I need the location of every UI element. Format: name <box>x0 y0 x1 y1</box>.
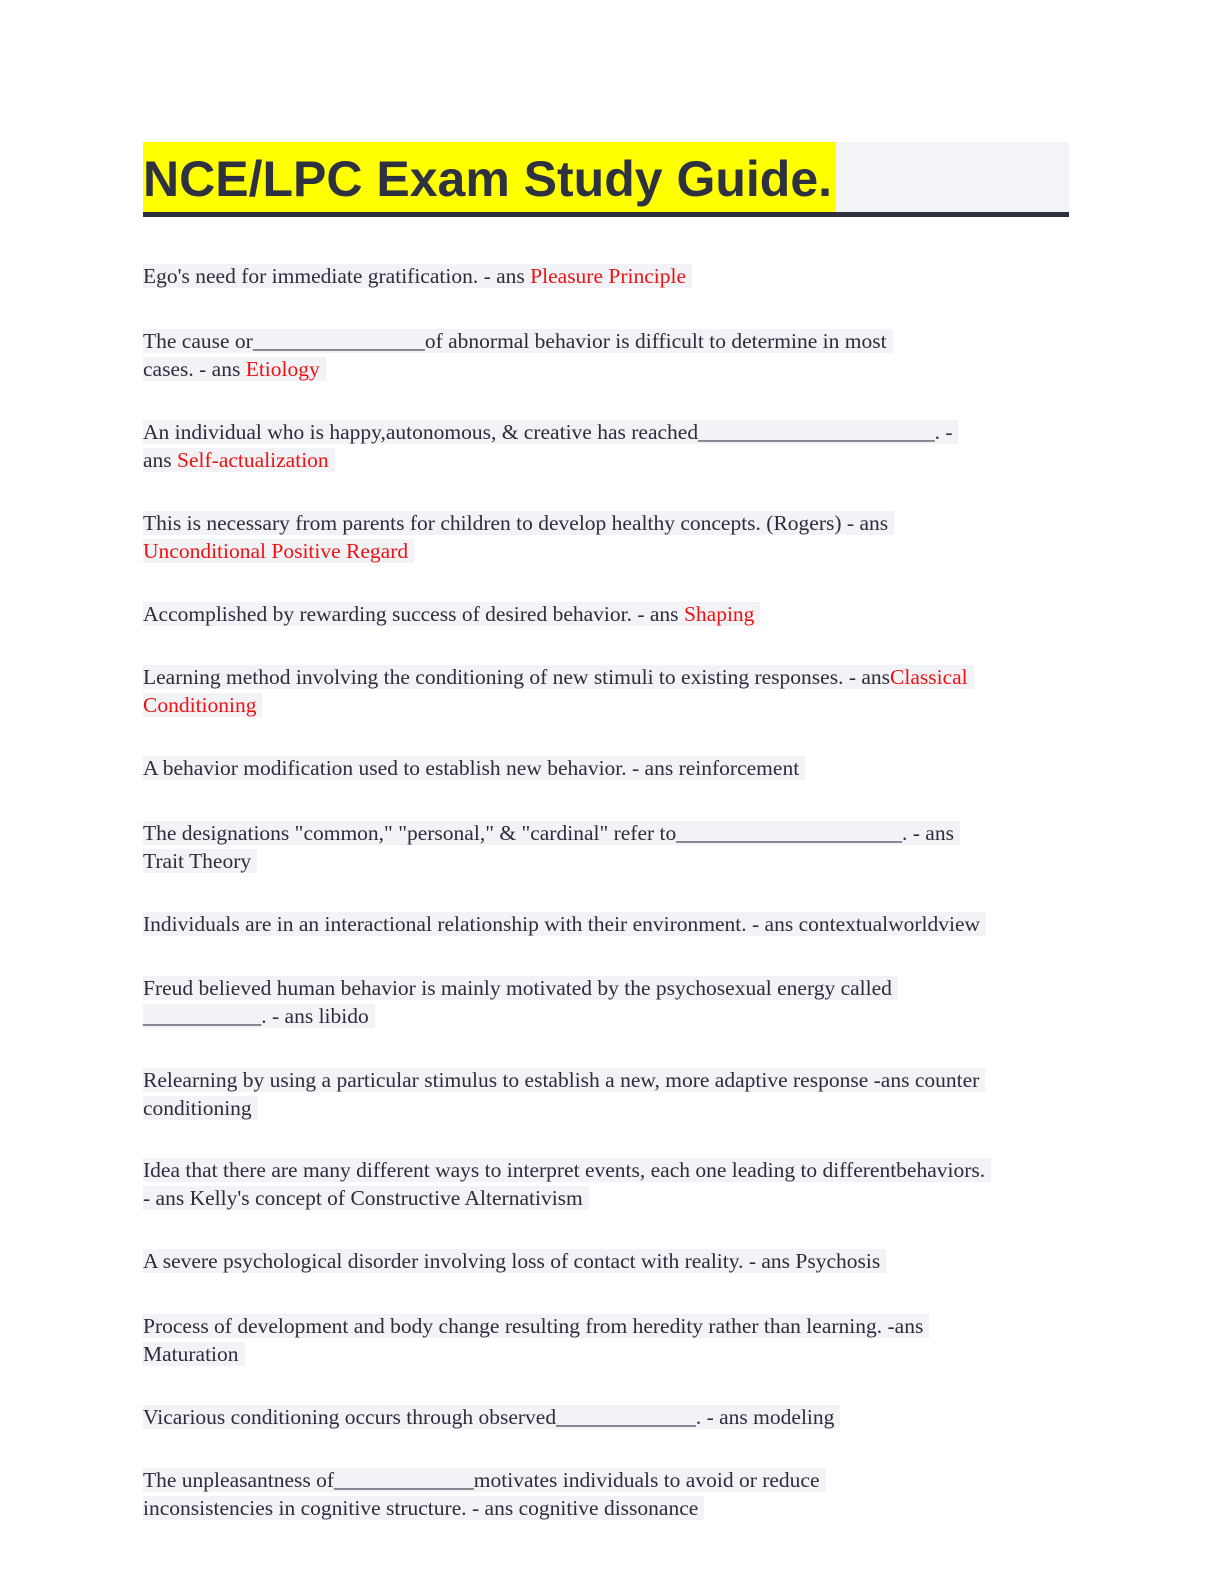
qa-line-text <box>143 849 257 873</box>
qa-item <box>143 974 898 1030</box>
qa-line <box>143 910 986 938</box>
answer-text: reinforcement <box>678 756 800 780</box>
qa-line <box>143 355 893 383</box>
question-text: Learning method involving the conditioning of new stimuli to existing responses. - ans <box>143 665 891 689</box>
qa-item <box>143 418 958 474</box>
question-text: Idea that there are many different ways to interpret events, each one leading to differentbehaviors. <box>143 1158 986 1182</box>
qa-line-text <box>143 1314 929 1338</box>
qa-line <box>143 974 898 1002</box>
qa-line <box>143 446 958 474</box>
qa-line-text <box>143 1158 991 1182</box>
qa-item <box>143 600 760 628</box>
qa-line <box>143 1156 991 1184</box>
qa-line-text <box>143 756 805 780</box>
question-text: The designations "common," "personal," & "cardinal" refer to_____________________. - ans <box>143 821 954 845</box>
answer-text: Conditioning <box>143 693 257 717</box>
qa-item <box>143 663 974 719</box>
answer-text: counter <box>914 1068 980 1092</box>
question-text: Accomplished by rewarding success of desired behavior. - ans <box>143 602 684 626</box>
question-text: ans <box>143 448 178 472</box>
qa-line <box>143 418 958 446</box>
qa-item <box>143 819 960 875</box>
answer-text: Maturation <box>143 1342 239 1366</box>
qa-line-text <box>143 1468 826 1492</box>
qa-line <box>143 262 692 290</box>
qa-line <box>143 1340 929 1368</box>
page-title: NCE/LPC Exam Study Guide. <box>143 142 836 212</box>
qa-item <box>143 509 894 565</box>
qa-line <box>143 663 974 691</box>
qa-line <box>143 327 893 355</box>
question-text: Vicarious conditioning occurs through observed_____________. - ans <box>143 1405 754 1429</box>
qa-line <box>143 1312 929 1340</box>
answer-text: contextualworldview <box>798 912 981 936</box>
qa-item <box>143 1403 840 1431</box>
answer-text: Psychosis <box>795 1249 881 1273</box>
qa-line-text <box>143 1096 258 1120</box>
qa-item <box>143 1466 826 1522</box>
question-text: A severe psychological disorder involving loss of contact with reality. - ans <box>143 1249 796 1273</box>
qa-line-text <box>143 1004 375 1028</box>
answer-text: Classical <box>890 665 968 689</box>
qa-line <box>143 691 974 719</box>
qa-line <box>143 1494 826 1522</box>
qa-line <box>143 754 805 782</box>
qa-line-text <box>143 602 760 626</box>
qa-item <box>143 754 805 782</box>
question-text: An individual who is happy,autonomous, & creative has reached______________________. - <box>143 420 953 444</box>
qa-line <box>143 1184 991 1212</box>
question-text: Freud believed human behavior is mainly motivated by the psychosexual energy called <box>143 976 892 1000</box>
question-text: inconsistencies in cognitive structure. - ans <box>143 1496 519 1520</box>
answer-text: Kelly's concept of Constructive Alternativism <box>189 1186 583 1210</box>
qa-line-text <box>143 1342 245 1366</box>
qa-line-text <box>143 511 894 535</box>
answer-text: cognitive dissonance <box>518 1496 699 1520</box>
answer-text: Etiology <box>245 357 320 381</box>
answer-text: Shaping <box>683 602 755 626</box>
qa-line <box>143 1066 985 1094</box>
qa-item <box>143 1312 929 1368</box>
answer-text: Pleasure Principle <box>530 264 687 288</box>
answer-text: modeling <box>753 1405 835 1429</box>
answer-text: Trait Theory <box>143 849 252 873</box>
answer-text: conditioning <box>143 1096 252 1120</box>
qa-line <box>143 1247 886 1275</box>
qa-line <box>143 1466 826 1494</box>
question-text: The unpleasantness of_____________motivates individuals to avoid or reduce <box>143 1468 820 1492</box>
qa-line-text <box>143 264 692 288</box>
qa-item <box>143 1247 886 1275</box>
answer-text: Unconditional Positive Regard <box>143 539 409 563</box>
answer-text: libido <box>318 1004 369 1028</box>
qa-line-text <box>143 1186 589 1210</box>
title-bar <box>143 142 1069 217</box>
qa-line-text <box>143 1249 886 1273</box>
qa-item <box>143 327 893 383</box>
qa-item <box>143 262 692 290</box>
qa-line <box>143 1094 985 1122</box>
qa-line <box>143 537 894 565</box>
question-text: Process of development and body change resulting from heredity rather than learning. -ans <box>143 1314 924 1338</box>
question-text: cases. - ans <box>143 357 246 381</box>
question-text: The cause or________________of abnormal behavior is difficult to determine in most <box>143 329 887 353</box>
question-text: Relearning by using a particular stimulus to establish a new, more adaptive response -ans <box>143 1068 915 1092</box>
question-text: ___________. - ans <box>143 1004 319 1028</box>
qa-line <box>143 600 760 628</box>
answer-text: Self-actualization <box>177 448 329 472</box>
qa-line <box>143 819 960 847</box>
question-text: This is necessary from parents for children to develop healthy concepts. (Rogers) - ans <box>143 511 889 535</box>
qa-line-text <box>143 1496 704 1520</box>
qa-line <box>143 1403 840 1431</box>
qa-line-text <box>143 693 262 717</box>
qa-item <box>143 910 986 938</box>
qa-line-text <box>143 357 326 381</box>
qa-line-text <box>143 329 893 353</box>
qa-line-text <box>143 1068 985 1092</box>
qa-line-text <box>143 821 960 845</box>
qa-line <box>143 1002 898 1030</box>
qa-line-text <box>143 448 335 472</box>
qa-line-text <box>143 976 898 1000</box>
qa-line-text <box>143 912 986 936</box>
question-text: A behavior modification used to establish new behavior. - ans <box>143 756 679 780</box>
qa-line-text <box>143 420 958 444</box>
question-text: - ans <box>143 1186 190 1210</box>
qa-line-text <box>143 665 974 689</box>
qa-item <box>143 1066 985 1122</box>
qa-line-text <box>143 539 414 563</box>
qa-item <box>143 1156 991 1212</box>
question-text: Ego's need for immediate gratification. - ans <box>143 264 531 288</box>
qa-line <box>143 847 960 875</box>
qa-line-text <box>143 1405 840 1429</box>
qa-line <box>143 509 894 537</box>
question-text: Individuals are in an interactional relationship with their environment. - ans <box>143 912 799 936</box>
